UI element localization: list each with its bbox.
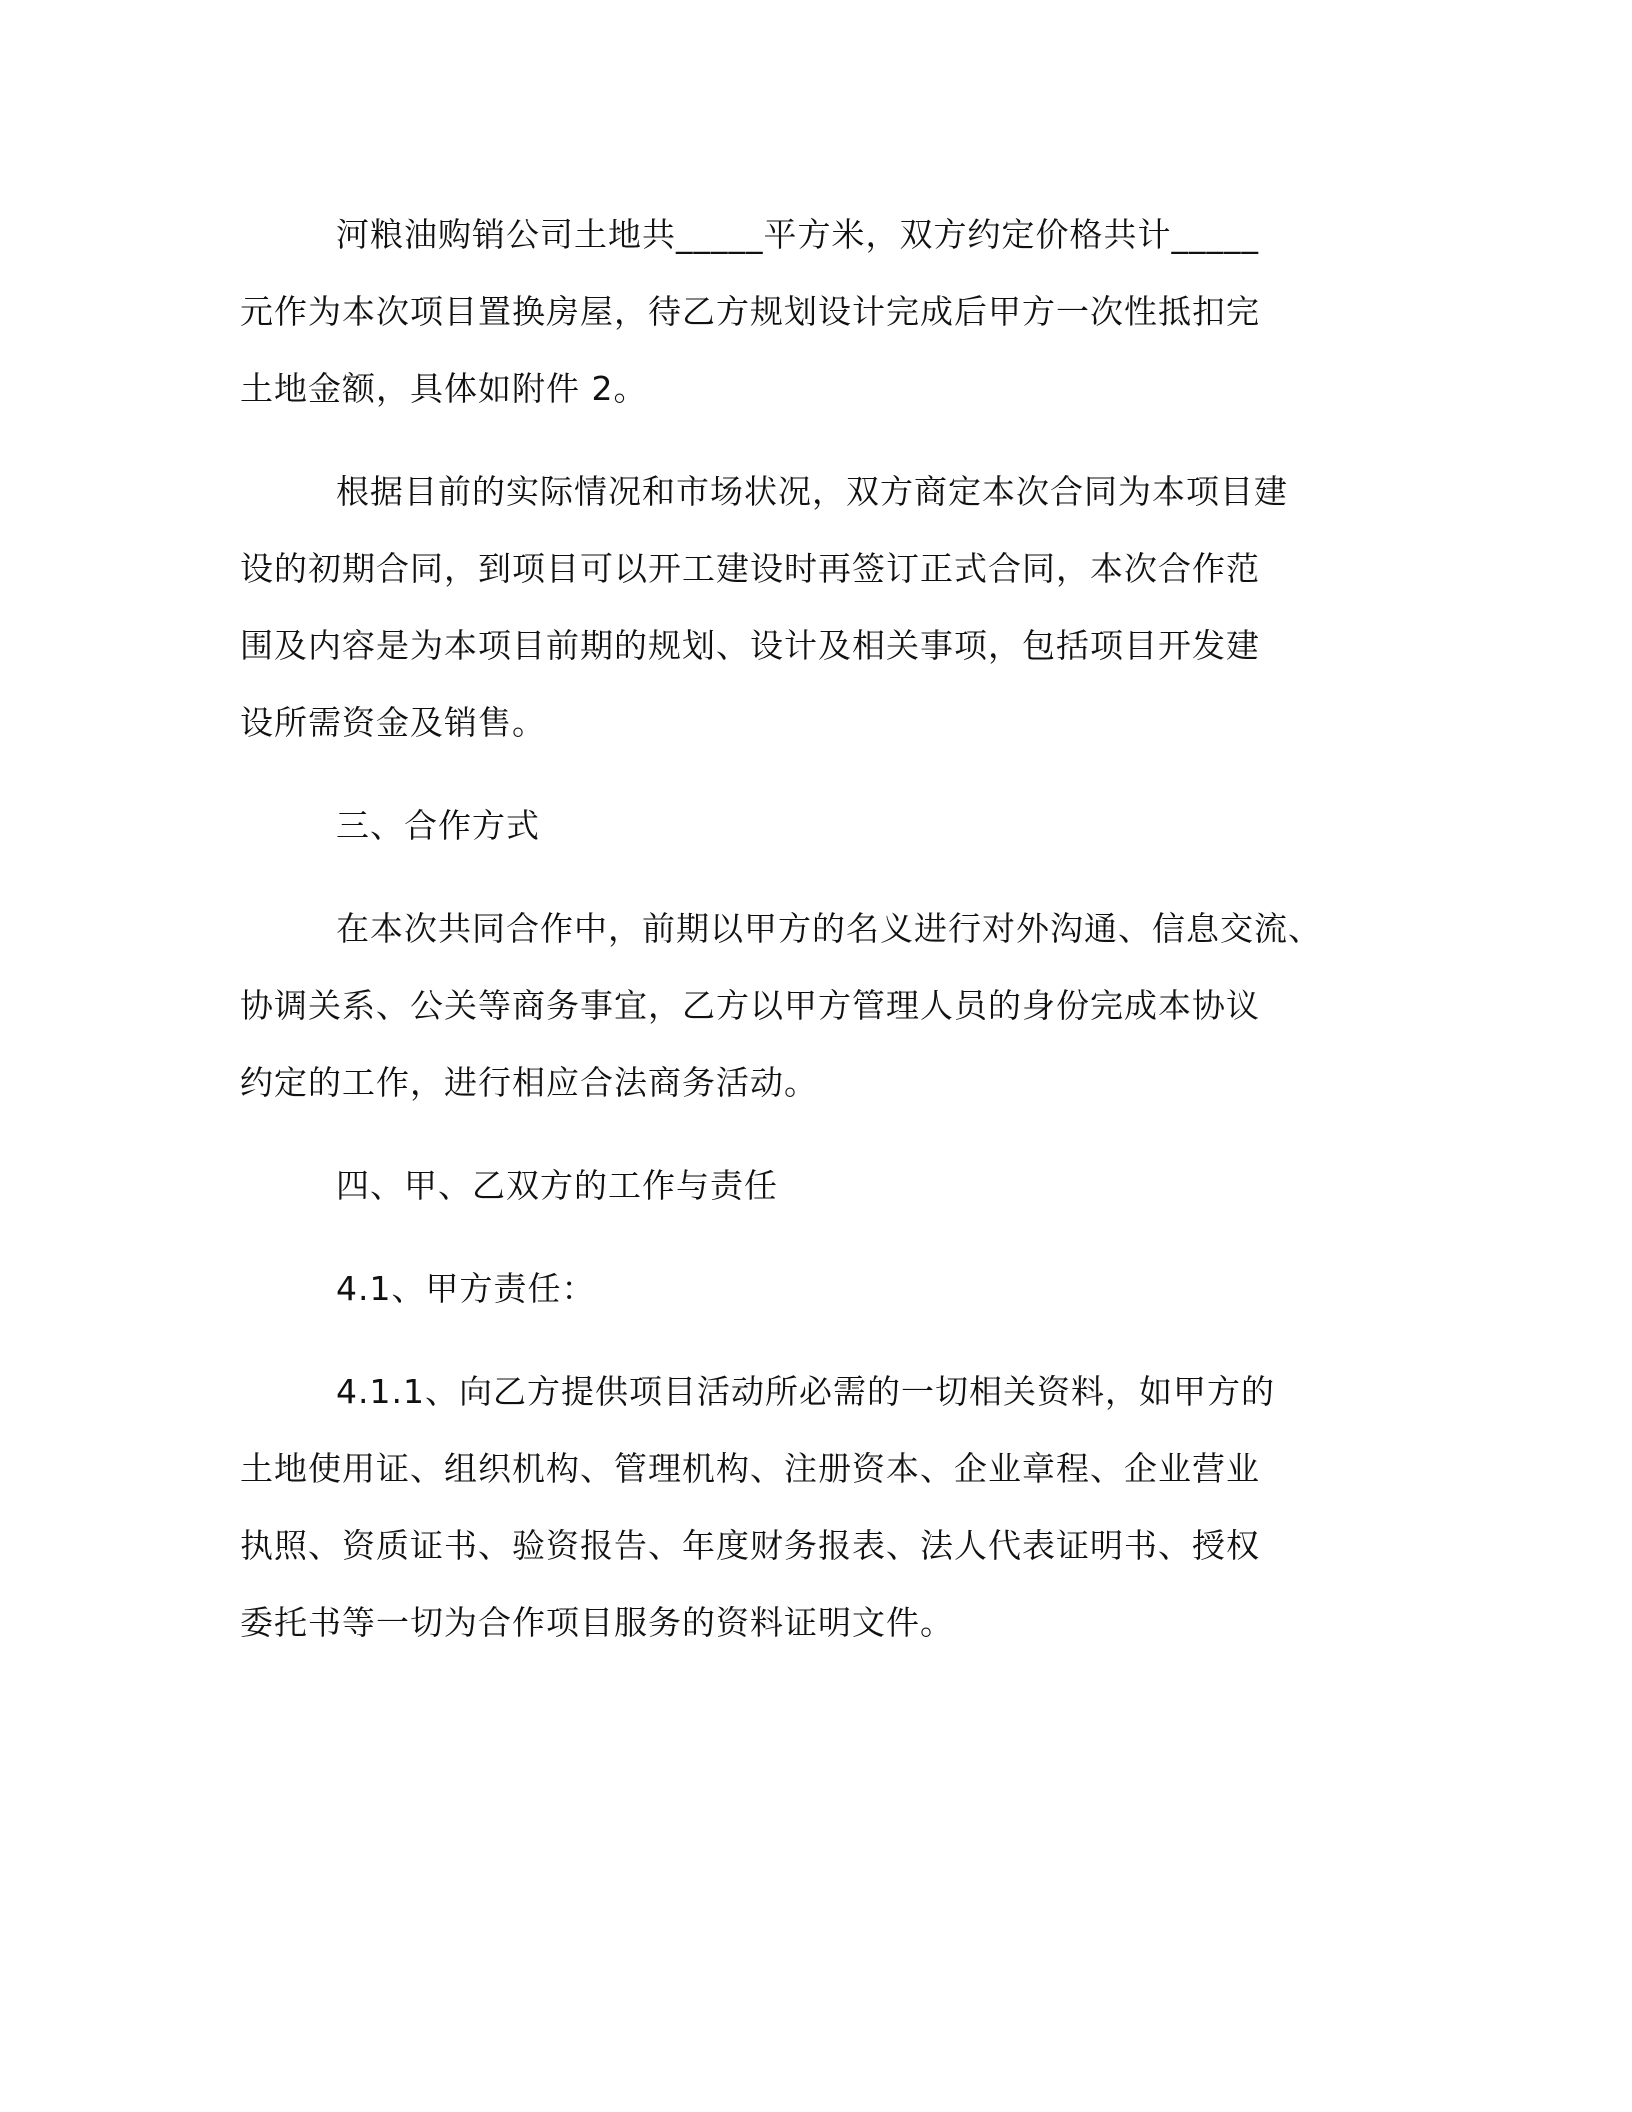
document-body <box>240 196 1390 1687</box>
text-line: 在本次共同合作中，前期以甲方的名义进行对外沟通、信息交流、 <box>336 909 1322 948</box>
paragraph-cooperation-method <box>240 890 1390 1121</box>
text-line: 土地金额，具体如附件 2。 <box>240 369 648 408</box>
section-heading-responsibilities: 四、甲、乙双方的工作与责任 <box>336 1166 778 1205</box>
text-line: 执照、资质证书、验资报告、年度财务报表、法人代表证明书、授权 <box>240 1526 1260 1565</box>
text-line: 4.1.1、向乙方提供项目活动所必需的一切相关资料，如甲方的 <box>336 1372 1275 1411</box>
text-line: 协调关系、公关等商务事宜，乙方以甲方管理人员的身份完成本协议 <box>240 986 1260 1025</box>
text-line: 设所需资金及销售。 <box>240 703 546 742</box>
text-line: 设的初期合同，到项目可以开工建设时再签订正式合同，本次合作范 <box>240 549 1260 588</box>
text-line: 河粮油购销公司土地共_____平方米，双方约定价格共计_____ <box>336 215 1259 254</box>
text-line: 土地使用证、组织机构、管理机构、注册资本、企业章程、企业营业 <box>240 1449 1260 1488</box>
subsection-heading-party-a: 4.1、甲方责任： <box>336 1269 596 1308</box>
text-line: 根据目前的实际情况和市场状况，双方商定本次合同为本项目建 <box>336 472 1288 511</box>
paragraph-land-price <box>240 196 1390 427</box>
paragraph-party-a-materials <box>240 1353 1390 1661</box>
paragraph-contract-scope <box>240 453 1390 761</box>
text-line: 约定的工作，进行相应合法商务活动。 <box>240 1063 818 1102</box>
text-line: 围及内容是为本项目前期的规划、设计及相关事项，包括项目开发建 <box>240 626 1260 665</box>
section-heading-cooperation-method: 三、合作方式 <box>336 806 540 845</box>
text-line: 委托书等一切为合作项目服务的资料证明文件。 <box>240 1603 954 1642</box>
text-line: 元作为本次项目置换房屋，待乙方规划设计完成后甲方一次性抵扣完 <box>240 292 1260 331</box>
